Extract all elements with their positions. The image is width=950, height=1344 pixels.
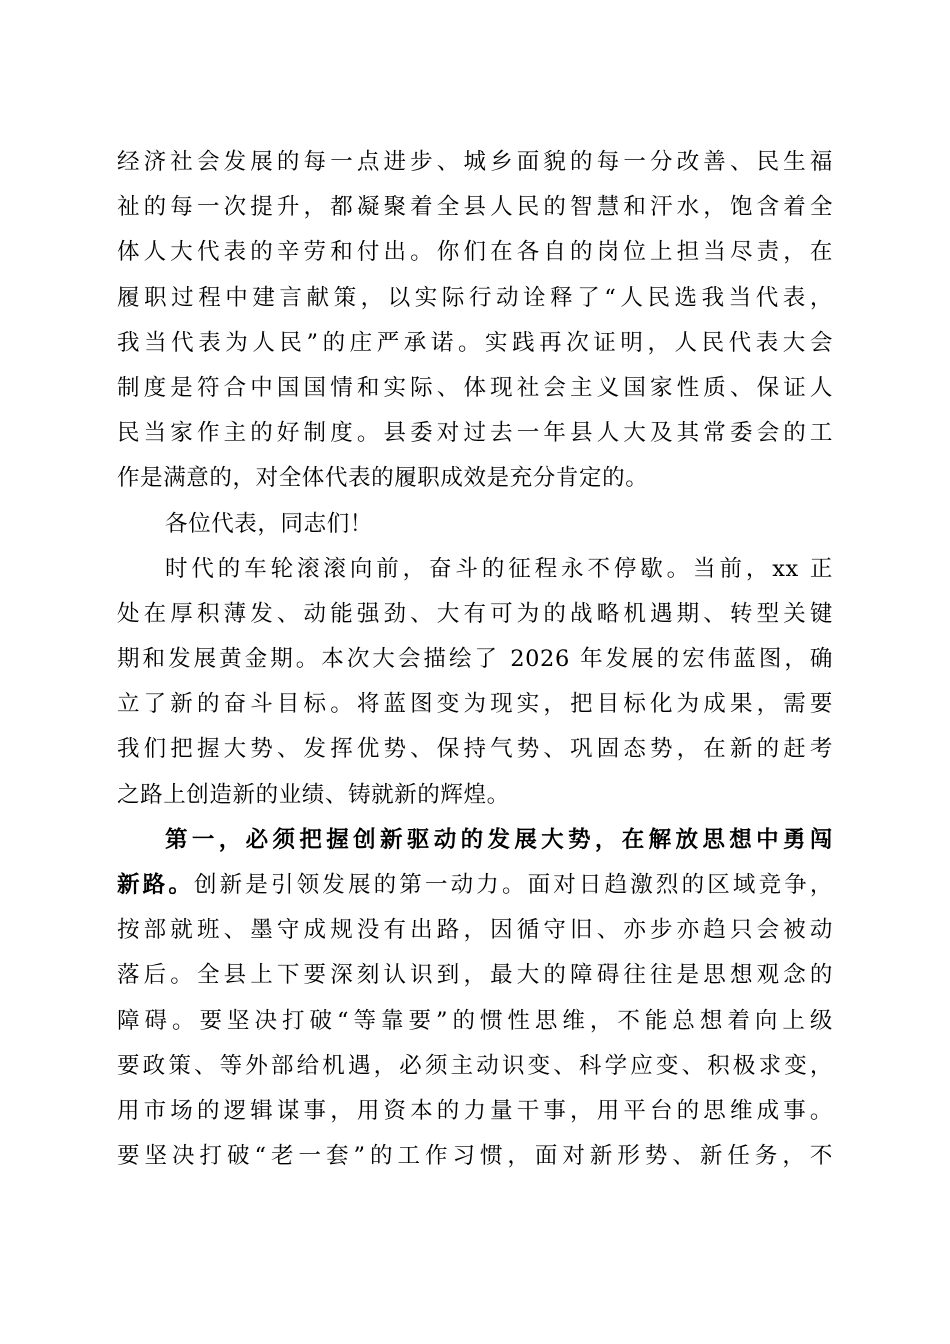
text-line: 民当家作主的好制度。县委对过去一年县人大及其常委会的工 (117, 420, 833, 447)
text-line: 期和发展黄金期。本次大会描绘了 2026 年发展的宏伟蓝图，确 (117, 646, 833, 673)
text-line: 履职过程中建言献策，以实际行动诠释了“人民选我当代表， (117, 284, 833, 311)
text-line: 我们把握大势、发挥优势、保持气势、巩固态势，在新的赶考 (117, 736, 833, 763)
text-line: 作是满意的，对全体代表的履职成效是充分肯定的。 (117, 465, 649, 492)
text-line: 要坚决打破“老一套”的工作习惯，面对新形势、新任务，不 (117, 1143, 833, 1170)
text-line: 时代的车轮滚滚向前，奋斗的征程永不停歇。当前，xx 正 (165, 555, 833, 582)
text-line: 用市场的逻辑谋事，用资本的力量干事，用平台的思维成事。 (117, 1097, 833, 1124)
paragraph-era (117, 547, 833, 818)
text-line: 立了新的奋斗目标。将蓝图变为现实，把目标化为成果，需要 (117, 691, 833, 718)
paragraph-innovation (117, 818, 833, 1180)
salutation: 各位代表，同志们！ (165, 510, 373, 537)
section-heading-end: 新路。 (117, 872, 194, 898)
text-line: 我当代表为人民”的庄严承诺。实践再次证明，人民代表大会 (117, 329, 833, 356)
text-line: 制度是符合中国国情和实际、体现社会主义国家性质、保证人 (117, 374, 833, 401)
text-line: 之路上创造新的业绩、铸就新的辉煌。 (117, 781, 510, 808)
text-line: 障碍。要坚决打破“等靠要”的惯性思维，不能总想着向上级 (117, 1007, 833, 1034)
text-line: 要政策、等外部给机遇，必须主动识变、科学应变、积极求变， (117, 1052, 833, 1079)
text-line (117, 863, 833, 908)
paragraph-achievements (117, 140, 833, 502)
text-line: 落后。全县上下要深刻认识到，最大的障碍往往是思想观念的 (117, 962, 833, 989)
document-body (117, 140, 833, 1179)
text-span: 创新是引领发展的第一动力。面对日趋激烈的区域竞争， (194, 872, 833, 898)
text-line: 处在厚积薄发、动能强劲、大有可为的战略机遇期、转型关键 (117, 600, 833, 627)
text-line: 祉的每一次提升，都凝聚着全县人民的智慧和汗水，饱含着全 (117, 194, 833, 221)
text-line: 经济社会发展的每一点进步、城乡面貌的每一分改善、民生福 (117, 149, 833, 175)
text-line: 按部就班、墨守成规没有出路，因循守旧、亦步亦趋只会被动 (117, 917, 833, 944)
section-heading: 第一，必须把握创新驱动的发展大势，在解放思想中勇闯 (165, 826, 833, 853)
text-line: 体人大代表的辛劳和付出。你们在各自的岗位上担当尽责，在 (117, 239, 833, 266)
